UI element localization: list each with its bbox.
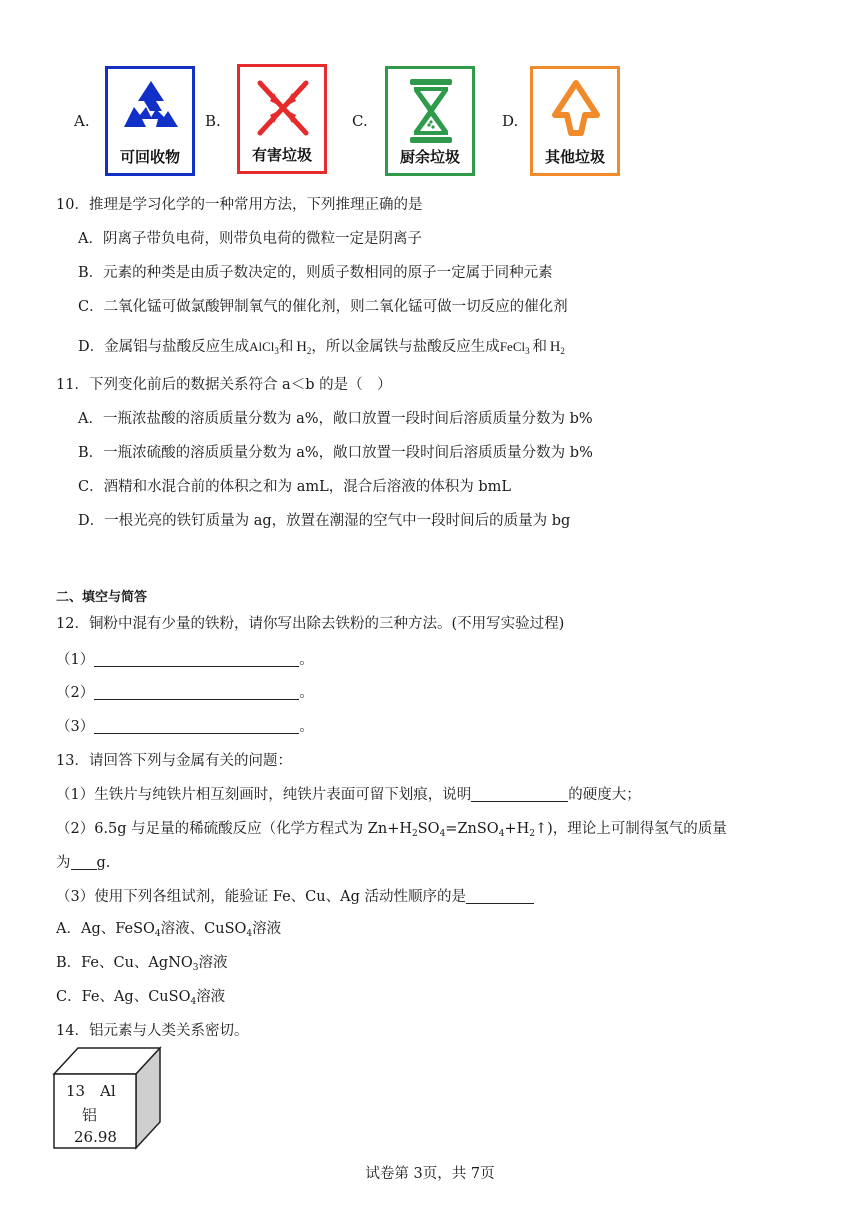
recyclable-sign (105, 66, 195, 176)
kitchen-waste-sign (385, 66, 475, 176)
q11-stem: 11．下列变化前后的数据关系符合 a＜b 的是（ ） (56, 377, 392, 393)
element-name: 铝 (82, 1106, 98, 1124)
page-footer: 试卷第 3页，共 7页 (365, 1166, 495, 1182)
q11-option-c: C．酒精和水混合前的体积之和为 amL，混合后溶液的体积为 bmL (78, 479, 511, 495)
option-c-letter: C. (352, 112, 368, 130)
option-d-letter: D. (502, 112, 519, 130)
answer-blank[interactable] (71, 855, 97, 870)
answer-blank[interactable] (94, 652, 299, 667)
element-symbol: Al (100, 1082, 116, 1100)
q13-option-b: B．Fe、Cu、AgNO$_3$溶液 (56, 955, 228, 973)
answer-blank[interactable] (471, 787, 568, 802)
q10-stem: 10．推理是学习化学的一种常用方法，下列推理正确的是 (56, 197, 423, 213)
element-cell (52, 1046, 162, 1150)
other-waste-sign (530, 66, 620, 176)
q13-option-c: C．Fe、Ag、CuSO$_4$溶液 (56, 989, 226, 1007)
q12-answer-2: （2） 。 (56, 685, 314, 701)
hazardous-sign (237, 64, 327, 174)
q13-part-2-cont: 为 g. (56, 855, 111, 871)
q11-option-a: A．一瓶浓盐酸的溶质质量分数为 a%，敞口放置一段时间后溶质质量分数为 b% (78, 411, 593, 427)
q11-option-d: D．一根光亮的铁钉质量为 ag，放置在潮湿的空气中一段时间后的质量为 bg (78, 513, 571, 529)
answer-blank[interactable] (94, 685, 299, 700)
q10-option-a: A．阴离子带负电荷，则带负电荷的微粒一定是阴离子 (78, 231, 422, 247)
recyclable-label: 可回收物 (119, 148, 180, 166)
hourglass-icon (396, 75, 466, 147)
other-waste-icon (541, 75, 611, 147)
q11-option-b: B．一瓶浓硫酸的溶质质量分数为 a%，敞口放置一段时间后溶质质量分数为 b% (78, 445, 593, 461)
q13-part-3: （3）使用下列各组试剂，能验证 Fe、Cu、Ag 活动性顺序的是 (56, 885, 534, 906)
option-b-letter: B. (205, 112, 221, 130)
recycle-icon (116, 75, 186, 147)
q12-stem: 12．铜粉中混有少量的铁粉，请你写出除去铁粉的三种方法。(不用写实验过程) (56, 616, 565, 632)
q13-option-a: A．Ag、FeSO$_4$溶液、CuSO$_4$溶液 (56, 921, 282, 939)
q13-part-1: （1）生铁片与纯铁片相互刻画时，纯铁片表面可留下划痕，说明 的硬度大； (56, 787, 641, 803)
atomic-mass: 26.98 (74, 1128, 117, 1146)
section-heading: 二、填空与简答 (56, 590, 148, 605)
other-waste-label: 其他垃圾 (544, 148, 605, 166)
q13-stem: 13．请回答下列与金属有关的问题： (56, 753, 292, 769)
hazard-cross-icon (248, 73, 318, 145)
q12-answer-1: （1） 。 (56, 652, 314, 668)
answer-blank[interactable] (94, 719, 299, 734)
answer-blank[interactable] (466, 889, 534, 904)
q14-stem: 14．铝元素与人类关系密切。 (56, 1023, 249, 1039)
q10-option-b: B．元素的种类是由质子数决定的，则质子数相同的原子一定属于同种元素 (78, 265, 553, 281)
q10-option-c: C．二氧化锰可做氯酸钾制氧气的催化剂，则二氧化锰可做一切反应的催化剂 (78, 299, 568, 315)
hazardous-label: 有害垃圾 (251, 146, 312, 164)
atomic-number: 13 (66, 1082, 86, 1100)
q13-part-2: （2）6.5g 与足量的稀硫酸反应（化学方程式为 $Zn+H_2SO_4=ZnSO_4+H_2↑$)，理论上可制得氢气的质量 (56, 821, 727, 839)
q10-option-d: D．金属铝与盐酸反应生成AlCl$_3$和 $H_2$，所以金属铁与盐酸反应生成FeCl$_3$ 和 $H_2$ (78, 339, 565, 356)
kitchen-waste-label: 厨余垃圾 (399, 148, 460, 166)
option-a-letter: A. (74, 112, 90, 130)
q12-answer-3: （3） 。 (56, 719, 314, 735)
